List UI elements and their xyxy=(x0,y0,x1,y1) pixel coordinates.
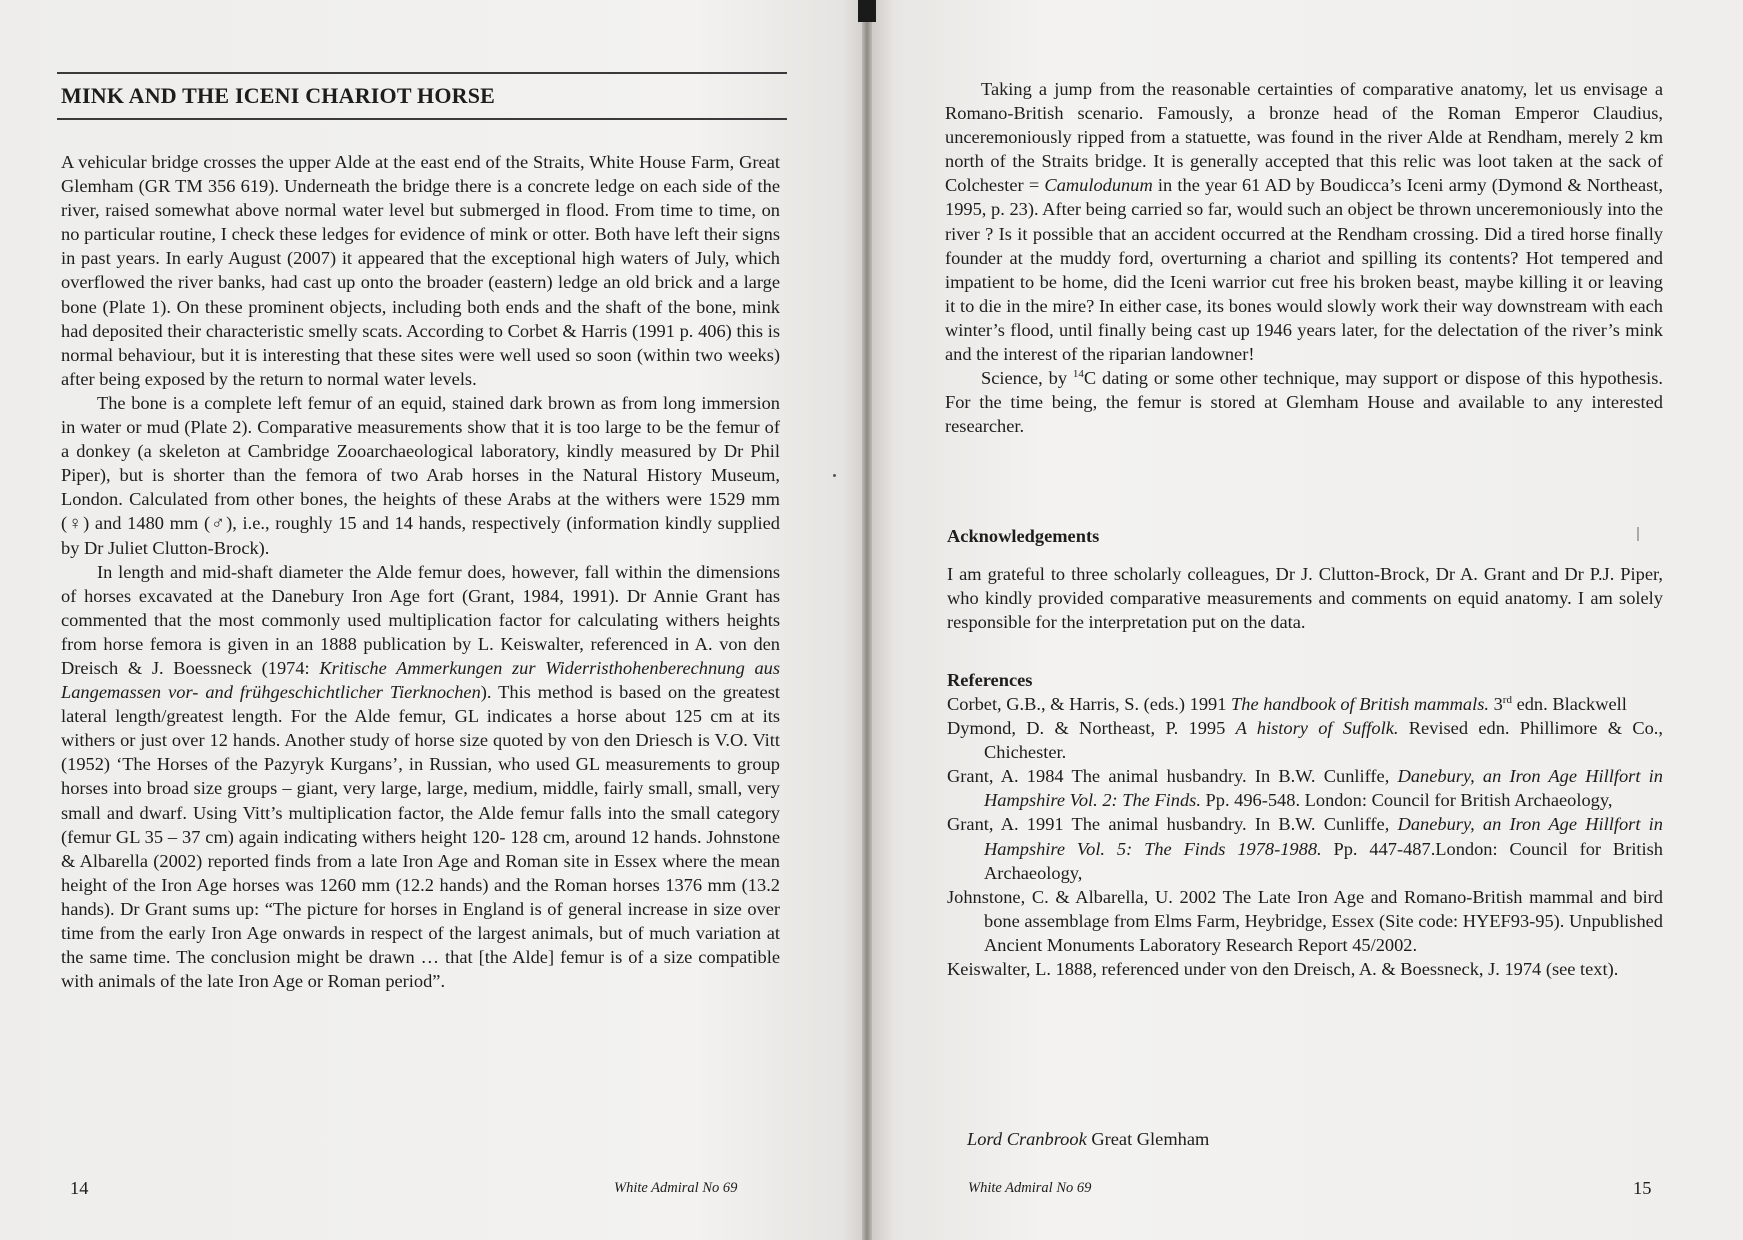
paragraph-4 xyxy=(945,77,1663,366)
book-spine xyxy=(862,0,872,1240)
reference-text: Pp. 496-548. London: Council for British Archaeology, xyxy=(1200,790,1613,811)
reference-text: Grant, A. 1991 The animal husbandry. In B.W. Cunliffe, xyxy=(947,814,1398,835)
reference-item xyxy=(947,812,1663,884)
page-number-right: 15 xyxy=(1633,1178,1652,1198)
title-rule-bottom xyxy=(57,118,787,120)
references-list xyxy=(947,692,1663,981)
right-column xyxy=(945,77,1663,438)
paragraph-3-title: Kritische Ammerkungen zur Widerristhohenberechnung aus Langemassen vor- and frühgeschichtlicher Tierknochen xyxy=(61,657,780,703)
reference-text: 3 xyxy=(1489,694,1503,714)
reference-text: Revised edn. Phillimore & Co., Chichester. xyxy=(984,718,1663,763)
reference-text: Grant, A. 1984 The animal husbandry. In B.W. Cunliffe, xyxy=(947,766,1398,787)
page-number-left: 14 xyxy=(70,1178,89,1198)
paragraph-5-part1: Science, by xyxy=(981,368,1073,389)
reference-text: edn. Blackwell xyxy=(1511,694,1627,714)
article-title-block xyxy=(57,72,787,120)
reference-item xyxy=(947,764,1663,812)
paragraph-2: The bone is a complete left femur of an equid, stained dark brown as from long immersion in water or mud (Plate 2). Comparative measurements show that it is too large to be the femur of a donkey (a skeleton at Cambridge Zooarchaeological laboratory, kindly measured by Dr Phil Piper), but is shorter than the femora of two Arab horses in the Natural History Museum, London. Calculated from other bones, the heights of these Arabs at the withers were 1529 mm (♀) and 1480 mm (♂), i.e., roughly 15 and 14 hands, respectively (information kindly supplied by Dr Juliet Clutton-Brock). xyxy=(61,392,780,558)
references-heading: References xyxy=(947,670,1033,690)
reference-title: Danebury, an Iron Age Hillfort in Hampshire Vol. 5: The Finds 1978-1988. xyxy=(984,814,1663,859)
left-page xyxy=(0,0,868,1240)
acknowledgements-text: I am grateful to three scholarly colleagues, Dr J. Clutton-Brock, Dr A. Grant and Dr P.J. Piper, who kindly provided comparative measurements and comments on equid anatomy. I am solely responsible for the interpretation put on the data. xyxy=(947,564,1663,633)
article-title: MINK AND THE ICENI CHARIOT HORSE xyxy=(61,83,496,108)
reference-text: Keiswalter, L. 1888, referenced under von den Dreisch, A. & Boessneck, J. 1974 (see text). xyxy=(947,959,1619,980)
paragraph-4-italic: Camulodunum xyxy=(1044,175,1153,196)
author-name: Lord Cranbrook xyxy=(967,1129,1087,1149)
paragraph-3-part2: ). This method is based on the greatest lateral length/greatest length. For the Alde femur, GL indicates a horse about 125 cm at its withers or just over 12 hands. Another study of horse size quoted by von den Driesch is V.O. Vitt (1952) ‘The Horses of the Pazyryk Kurgans’, in Russian, who used GL measurements to group horses into broad size groups – giant, very large, large, medium, middle, fairly small, small, very small and dwarf. Using Vitt’s multiplication factor, the Alde femur falls into the small category (femur GL 35 – 37 cm) again indicating withers height 120- 128 cm, around 12 hands. Johnstone & Albarella (2002) reported finds from a late Iron Age and Roman site in Essex where the mean height of the Iron Age horses was 1260 mm (12.2 hands) and the Roman horses 1376 mm (13.2 hands). Dr Grant sums up: “The picture for horses in England is of general increase in size over time from the early Iron Age onwards in respect of the largest animals, but of much variation at the same time. The conclusion might be drawn … that [the Alde] femur is of a size compatible with animals of the late Iron Age or Roman period”. xyxy=(61,682,780,992)
author-signature xyxy=(967,1129,1209,1150)
paragraph-4-part1: Taking a jump from the reasonable certainties of comparative anatomy, let us envisage a Romano-British scenario. Famously, a bronze head of the Roman Emperor Claudius, unceremoniously ripped from a statuette, was found in the river Alde at Rendham, merely 2 km north of the Straits bridge. It is generally accepted that this relic was loot taken at the sack of Colchester = xyxy=(945,79,1663,196)
page-mark xyxy=(1637,527,1639,541)
paragraph-5-superscript: 14 xyxy=(1072,368,1084,380)
paragraph-3-part1: In length and mid-shaft diameter the Alde femur does, however, fall within the dimensions of horses excavated at the Danebury Iron Age fort (Grant, 1984, 1991). Dr Annie Grant has commented that the most commonly used multiplication factor for calculating withers heights from horse femora is given in an 1888 publication by L. Keiswalter, referenced in A. von den Dreisch & J. Boessneck (1974: xyxy=(61,561,780,678)
reference-title: Danebury, an Iron Age Hillfort in Hampshire Vol. 2: The Finds. xyxy=(984,766,1663,811)
reference-text: Pp. 447-487.London: Council for British Archaeology, xyxy=(984,838,1663,883)
reference-item xyxy=(947,885,1663,957)
paragraph-3 xyxy=(61,560,780,994)
paragraph-5-part2: C dating or some other technique, may support or dispose of this hypothesis. For the time being, the femur is stored at Glemham House and available to any interested researcher. xyxy=(945,368,1663,437)
page-speck xyxy=(833,474,836,477)
reference-text: Johnstone, C. & Albarella, U. 2002 The Late Iron Age and Romano-British mammal and bird bone assemblage from Elms Farm, Heybridge, Essex (Site code: HYEF93-95). Unpublished Ancient Monuments Laboratory Research Report 45/2002. xyxy=(947,886,1663,955)
reference-title: A history of Suffolk. xyxy=(1235,718,1399,739)
reference-item xyxy=(947,957,1663,981)
reference-text: Corbet, G.B., & Harris, S. (eds.) 1991 xyxy=(947,694,1232,714)
journal-footer-left: White Admiral No 69 xyxy=(614,1180,738,1196)
acknowledgements-heading: Acknowledgements xyxy=(947,526,1100,546)
reference-superscript: rd xyxy=(1502,693,1512,706)
journal-footer-right: White Admiral No 69 xyxy=(968,1180,1092,1196)
reference-title: The handbook of British mammals. xyxy=(1231,694,1489,714)
spine-shadow xyxy=(858,0,876,22)
reference-text: Dymond, D. & Northeast, P. 1995 xyxy=(947,718,1236,739)
paragraph-1: A vehicular bridge crosses the upper Alde at the east end of the Straits, White House Farm, Great Glemham (GR TM 356 619). Underneath the bridge there is a concrete ledge on each side of the river, raised somewhat above normal water level but submerged in flood. From time to time, on no particular routine, I check these ledges for evidence of mink or otter. Both have left their signs in past years. In early August (2007) it appeared that the exceptional high waters of July, which overflowed the river banks, had cast up onto the broader (eastern) ledge an old brick and a large bone (Plate 1). On these prominent objects, including both ends and the shaft of the bone, mink had deposited their characteristic smelly scats. According to Corbet & Harris (1991 p. 406) this is normal behaviour, but it is interesting that these sites were well used so soon (within two weeks) after being exposed by the return to normal water levels. xyxy=(61,152,780,389)
paragraph-4-part2: in the year 61 AD by Boudicca’s Iceni army (Dymond & Northeast, 1995, p. 23). After being carried so far, would such an object be thrown unceremoniously into the river ? Is it possible that an accident occurred at the Rendham crossing. Did a tired horse finally founder at the muddy ford, overturning a chariot and spilling its contents? Hot tempered and impatient to be home, did the Iceni warrior cut free his broken beast, maybe killing it or leaving it to die in the mire? In either case, its bones would slowly work their way downstream with each winter’s flood, until finally being cast up 1946 years later, for the delectation of the river’s mink and the interest of the riparian landowner! xyxy=(945,175,1663,365)
reference-item xyxy=(947,716,1663,764)
reference-item xyxy=(947,692,1663,716)
left-column xyxy=(61,150,780,993)
author-place: Great Glemham xyxy=(1086,1129,1210,1149)
paragraph-5 xyxy=(945,366,1663,438)
